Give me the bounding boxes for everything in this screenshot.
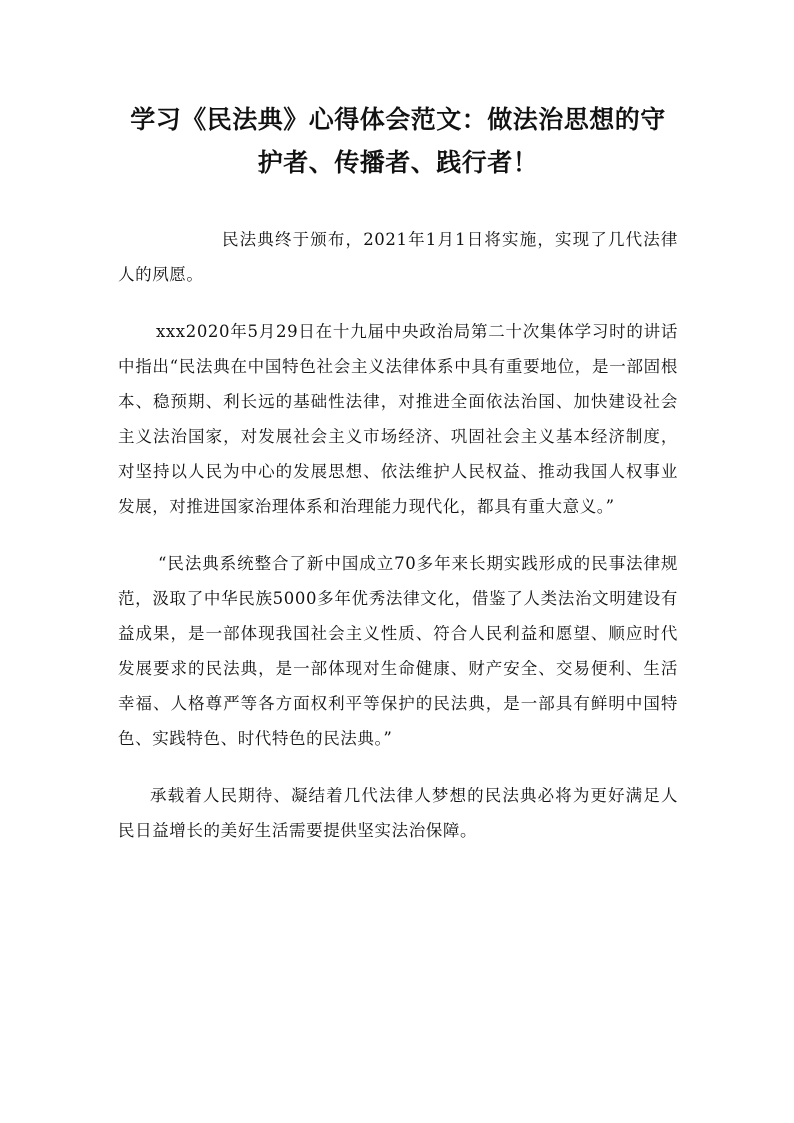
paragraph-2: xxx2020年5月29日在十九届中央政治局第二十次集体学习时的讲话中指出“民法典在中国特色社会主义法律体系中具有重要地位，是一部固根本、稳预期、利长远的基础性法律，对推进全面依法治国、加快建设社会主义法治国家，对发展社会主义市场经济、巩固社会主义基本经济制度，对坚持以人民为中心的发展思想、依法维护人民权益、推动我国人权事业发展，对推进国家治理体系和治理能力现代化，都具有重大意义。”	[118, 322, 678, 516]
paragraph-3: “民法典系统整合了新中国成立70多年来长期实践形成的民事法律规范，汲取了中华民族5000多年优秀法律文化，借鉴了人类法治文明建设有益成果，是一部体现我国社会主义性质、符合人民利益和愿望、顺应时代发展要求的民法典，是一部体现对生命健康、财产安全、交易便利、生活幸福、人格尊严等各方面权利平等保护的民法典，是一部具有鲜明中国特色、实践特色、时代特色的民法典。”	[118, 554, 678, 748]
document-body	[118, 222, 678, 848]
document-title	[118, 98, 678, 184]
paragraph-4: 承载着人民期待、凝结着几代法律人梦想的民法典必将为更好满足人民日益增长的美好生活需要提供坚实法治保障。	[118, 786, 678, 840]
title-line-1: 学习《民法典》心得体会范文：做法治思想的守	[130, 105, 666, 134]
paragraph-1: 民法典终于颁布，2021年1月1日将实施，实现了几代法律人的夙愿。	[118, 230, 678, 284]
title-line-2: 护者、传播者、践行者！	[257, 148, 539, 177]
